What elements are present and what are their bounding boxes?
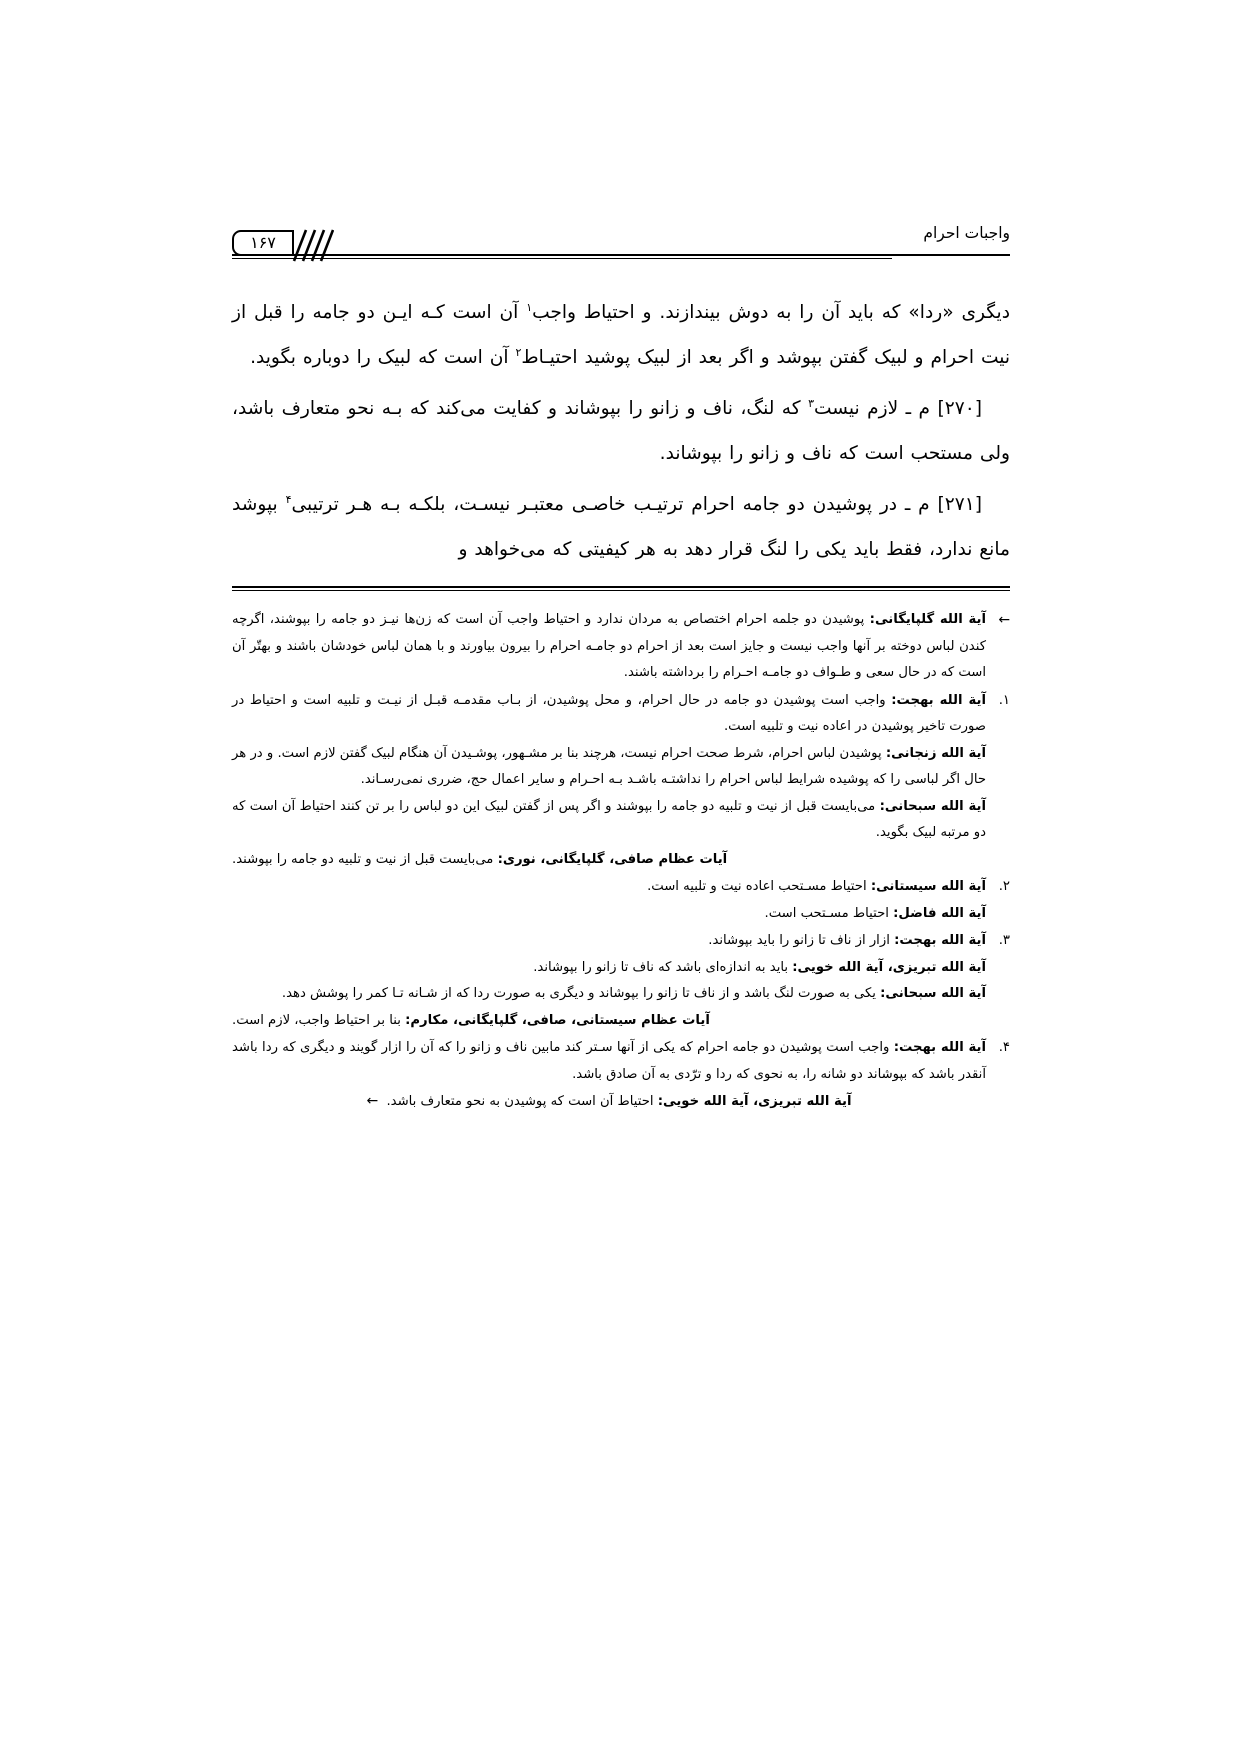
footnote-body (232, 607, 986, 687)
footnote-line (232, 901, 986, 928)
header-rule-thick (232, 254, 1010, 256)
footnotes-section (232, 607, 1010, 1116)
footnote-source: آیة الله سیستانی: (870, 879, 986, 894)
footnote-text: باید به اندازه‌ای باشد که ناف تا زانو را بپوشاند. (533, 959, 789, 975)
paragraph-271 (232, 482, 1010, 572)
footnote-marker: ۴. (998, 1040, 1010, 1055)
footnote-marker: ۳. (998, 933, 1010, 948)
footnote-ref-1: ۱ (526, 300, 533, 314)
footnote-line (232, 741, 986, 794)
footnote-body (232, 688, 986, 874)
par-text-2: آن است کـه ایـن دو جامه را قبل از نیت احرام و لبیک گفتن بپوشد و اگر بعد از لبیک پوشید احتیـاط (232, 302, 1010, 368)
par270-text-1: [۲۷۰] م ـ لازم نیست (814, 398, 982, 419)
footnote-entry (232, 607, 1010, 687)
footnote-entry (232, 928, 1010, 1034)
footnote-body (232, 1035, 986, 1116)
footnote-entry (232, 874, 1010, 927)
footnote-rule-thin (232, 590, 1010, 591)
footnote-text: بنا بر احتیاط واجب، لازم است. (232, 1012, 401, 1028)
footnote-continuation-arrow-icon: ← (998, 612, 1010, 628)
footnote-source: آیة الله تبریزی، آیة الله خویی: (657, 1094, 852, 1109)
par270-text-2: که لنگ، ناف و زانو را بپوشاند و کفایت می‌کند که بـه نحو متعارف باشد، ولی مستحب است که ناف و زانو را بپوشاند. (232, 398, 1010, 464)
footnote-separator (232, 586, 1010, 591)
par-text-1: دیگری «ردا» که باید آن را به دوش بیندازند. و احتیاط واجب (532, 302, 1010, 323)
header-title: واجبات احرام (923, 224, 1010, 242)
footnote-source: آیة الله تبریزی، آیة الله خویی: (792, 959, 986, 975)
par-text-3: آن است که لبیک را دوباره بگوید. (250, 347, 509, 368)
footnote-text: احتیاط مسـتحب اعاده نیت و تلبیه است. (647, 879, 867, 894)
footnote-continuation-arrow-icon: ← (366, 1093, 379, 1109)
body-text (232, 290, 1010, 572)
footnote-line (232, 688, 986, 741)
footnote-source: آیة الله بهجت: (891, 692, 986, 708)
footnote-source: آیات عظام صافی، گلپایگانی، نوری: (497, 851, 728, 867)
footnote-body (232, 928, 986, 1034)
footnote-text: یکی به صورت لنگ باشد و از ناف تا زانو را بپوشاند و دیگری به صورت ردا که از شـانه تـا کمر را پوشش دهد. (281, 986, 876, 1001)
footnote-text: پوشیدن دو جلمه احرام اختصاص به مردان ندارد و احتیاط واجب آن است که زن‌ها نیـز دو جامه را بپوشند، اگرچه کندن لباس دوخته بر آنها واجب نیست و جایز است بعد از احرام دو جامـه احرام را بیرون بیاورند و با همان لباس خودشان باشند و بهتّر آن است که در حال سعی و طـواف دو جامـه احـرام را برداشته باشند. (232, 612, 986, 680)
footnote-marker: ۲. (998, 879, 1010, 894)
footnote-source: آیة الله فاضل: (893, 905, 986, 921)
footnote-line (232, 1008, 986, 1035)
footnote-ref-4: ۴ (285, 492, 292, 506)
footnote-source: آیة الله گلپایگانی: (869, 612, 986, 627)
footnote-text: ازار از ناف تا زانو را باید بپوشاند. (708, 933, 890, 948)
page-content (232, 218, 1010, 1117)
par271-text-2: بپوشد مانع ندارد، فقط باید یکی را لنگ قرار دهد به هر کیفیتی که می‌خواهد و (232, 494, 1010, 560)
footnote-text: احتیاط مسـتحب است. (764, 905, 889, 921)
footnote-source: آیات عظام سیستانی، صافی، گلپایگانی، مکارم: (405, 1012, 710, 1028)
footnote-line (232, 928, 986, 955)
footnote-entry (232, 1035, 1010, 1116)
page-number: ۱۶۷ (250, 233, 276, 252)
par271-text-1: [۲۷۱] م ـ در پوشیدن دو جامه احرام ترتیـب خاصـی معتبـر نیسـت، بلکـه بـه هـر ترتیبی (291, 494, 982, 515)
footnote-rule-thick (232, 586, 1010, 588)
paragraph-270 (232, 386, 1010, 476)
footnote-source: آیة الله سبحانی: (880, 986, 986, 1001)
footnote-source: آیة الله بهجت: (894, 933, 986, 948)
slashes-decoration-icon (288, 228, 334, 262)
footnote-line (232, 847, 986, 874)
footnote-marker: ۱. (998, 692, 1010, 708)
footnote-source: آیة الله بهجت: (893, 1040, 986, 1055)
paragraph-continued (232, 290, 1010, 380)
footnote-body (232, 874, 986, 927)
footnote-text: می‌بایست قبل از نیت و تلبیه دو جامه را بپوشند. (232, 851, 494, 867)
running-header (232, 218, 1010, 262)
footnote-text: می‌بایست قبل از نیت و تلبیه دو جامه را بپوشند و اگر پس از گفتن لبیک این دو لباس را بر تن کنند احتیاط آن است که دو مرتبه لبیک بگوید. (232, 798, 986, 840)
footnote-text: پوشیدن لباس احرام، شرط صحت احرام نیست، هرچند بنا بر مشـهور، پوشـیدن آن هنگام لبیک گفتن لازم است. و در هر حال اگر لباسی را که پوشیده شرایط لباس احرام را نداشتـه باشـد بـه احـرام و سایر اعمال حج، ضرری نمی‌رسـاند. (232, 745, 986, 787)
footnote-line (232, 794, 986, 847)
footnote-entry (232, 688, 1010, 874)
footnote-source: آیة الله سبحانی: (879, 798, 986, 814)
footnote-ref-3: ۳ (808, 396, 814, 410)
footnote-line (232, 955, 986, 982)
footnote-text: واجب است پوشیدن دو جامه احرام که یکی از آنها سـتر کند مابین ناف و زانو را که آن را ازار گویند و دیگری که ردا باشد آنقدر باشد که بپوشاند دو شانه را، به نحوی که ردا و ترّدی به آن صادق باشد. (232, 1040, 986, 1082)
footnote-line (232, 1088, 986, 1116)
footnote-line (232, 981, 986, 1008)
footnote-ref-2: ۲ (515, 345, 522, 359)
footnote-text: احتیاط آن است که پوشیدن به نحو متعارف باشد. (386, 1094, 654, 1109)
footnote-source: آیة الله زنجانی: (885, 745, 986, 761)
footnote-line (232, 874, 986, 901)
footnote-line (232, 1035, 986, 1088)
footnote-text: واجب است پوشیدن دو جامه در حال احرام، و محل پوشیدن، از بـاب مقدمـه قبـل از نیـت و تلبیه است و احتیاط در صورت تاخیر پوشیدن در اعاده نیت و تلبیه است. (232, 692, 986, 734)
